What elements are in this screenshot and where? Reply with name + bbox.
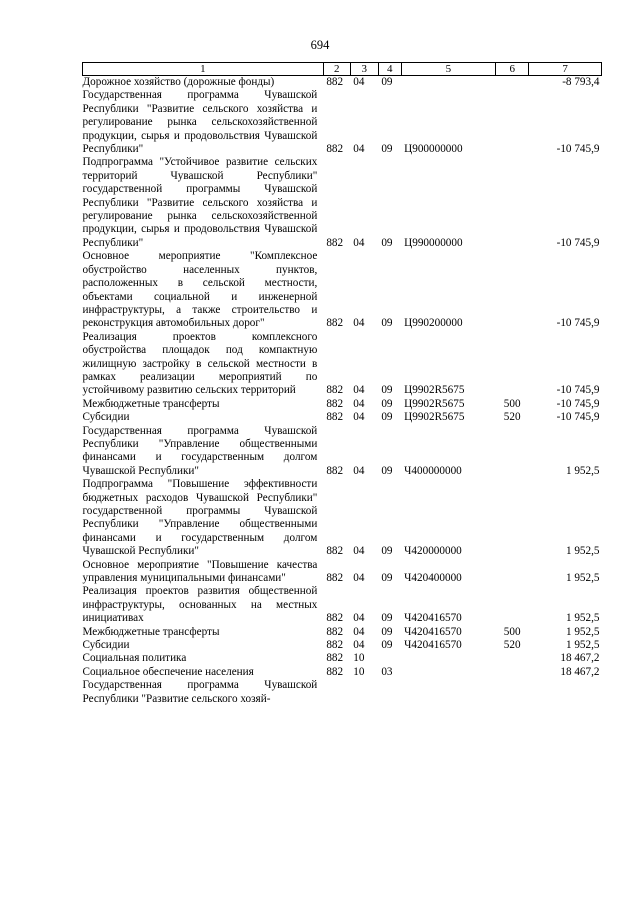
header-col-3: 3 <box>350 63 378 76</box>
cell-name: Реализация проектов комплексного обустройства площадок под компактную жилищную застройку в сельской местности в рамках реализации мероприятий по устойчивому развитию сельских территорий <box>82 330 318 397</box>
cell-pr: 09 <box>381 411 393 424</box>
cell-sum: -8 793,4 <box>562 76 600 88</box>
table-row <box>83 398 602 411</box>
table-row <box>83 559 602 586</box>
cell-name: Основное мероприятие "Комплексное обустройство населенных пунктов, расположенных в сельской местности, объектами социальной и инженерной инфраструктуры, а также строительство и реконструкция автомобильных дорог" <box>82 250 318 330</box>
cell-rz: 04 <box>353 612 365 625</box>
table-row <box>83 585 602 625</box>
table-row <box>83 156 602 250</box>
cell-gr: 882 <box>326 639 344 652</box>
cell-pr <box>378 679 401 706</box>
cell-vr <box>496 76 529 90</box>
cell-sum: 1 952,5 <box>565 464 600 477</box>
budget-table <box>82 62 602 706</box>
cell-vr <box>496 250 529 330</box>
cell-pr: 09 <box>381 464 393 477</box>
cell-vr <box>496 331 529 398</box>
table-row <box>83 250 602 330</box>
table-row <box>83 679 602 706</box>
cell-sum <box>529 679 602 706</box>
cell-gr: 882 <box>326 625 344 638</box>
cell-vr <box>496 679 529 706</box>
header-col-2: 2 <box>323 63 350 76</box>
cell-gr <box>323 679 350 706</box>
header-col-7: 7 <box>529 63 602 76</box>
table-row <box>83 76 602 90</box>
cell-csr <box>401 666 495 679</box>
cell-rz: 04 <box>353 411 365 424</box>
cell-sum: -10 745,9 <box>556 236 600 249</box>
cell-sum: -10 745,9 <box>556 317 600 330</box>
cell-vr <box>496 425 529 479</box>
cell-pr: 09 <box>381 397 393 410</box>
table-row <box>83 89 602 156</box>
cell-gr: 882 <box>326 652 344 665</box>
cell-sum: 1 952,5 <box>565 572 600 585</box>
cell-sum: -10 745,9 <box>556 143 600 156</box>
cell-vr <box>496 156 529 250</box>
table-row <box>83 626 602 639</box>
cell-gr: 882 <box>326 464 344 477</box>
cell-vr <box>496 89 529 156</box>
cell-sum: -10 745,9 <box>556 384 600 397</box>
table-row <box>83 652 602 665</box>
header-col-1: 1 <box>83 63 324 76</box>
cell-sum: 18 467,2 <box>560 652 600 665</box>
cell-name: Государственная программа Чувашской Республики "Управление общественными финансами и государственным долгом Чувашской Республики" <box>82 424 318 477</box>
cell-rz: 10 <box>353 652 365 665</box>
cell-gr: 882 <box>326 236 344 249</box>
cell-rz <box>350 679 378 706</box>
cell-csr: Ч420400000 <box>404 572 462 585</box>
cell-pr: 09 <box>381 384 393 397</box>
header-col-4: 4 <box>378 63 401 76</box>
cell-sum: -10 745,9 <box>556 411 600 424</box>
cell-name: Социальное обеспечение населения <box>82 665 254 678</box>
cell-vr: 520 <box>503 639 521 652</box>
header-col-5: 5 <box>401 63 495 76</box>
cell-name: Межбюджетные трансферты <box>82 397 220 410</box>
cell-pr: 09 <box>381 317 393 330</box>
table-row <box>83 666 602 679</box>
cell-rz: 04 <box>353 464 365 477</box>
cell-pr: 03 <box>381 665 393 678</box>
cell-name: Дорожное хозяйство (дорожные фонды) <box>82 76 275 88</box>
cell-csr: Ч420416570 <box>404 639 462 652</box>
cell-vr: 500 <box>503 397 521 410</box>
cell-csr: Ц990200000 <box>404 317 463 330</box>
cell-gr: 882 <box>326 665 344 678</box>
cell-name: Субсидии <box>82 639 130 652</box>
cell-csr <box>401 679 495 706</box>
cell-sum: 1 952,5 <box>565 639 600 652</box>
cell-pr: 09 <box>381 572 393 585</box>
cell-csr <box>401 76 495 90</box>
cell-vr: 520 <box>503 411 521 424</box>
table-row <box>83 331 602 398</box>
cell-pr: 09 <box>381 639 393 652</box>
cell-gr: 882 <box>326 612 344 625</box>
cell-csr: Ц900000000 <box>404 143 463 156</box>
cell-rz: 04 <box>353 625 365 638</box>
cell-pr: 09 <box>381 612 393 625</box>
cell-name: Основное мероприятие "Повышение качества управления муниципальными финансами" <box>82 558 318 585</box>
cell-sum: 1 952,5 <box>565 612 600 625</box>
cell-rz: 04 <box>353 76 365 88</box>
table-row <box>83 478 602 558</box>
cell-rz: 10 <box>353 665 365 678</box>
cell-csr: Ч420416570 <box>404 612 462 625</box>
cell-vr <box>496 585 529 625</box>
cell-pr: 09 <box>381 545 393 558</box>
cell-gr: 882 <box>326 545 344 558</box>
cell-sum: 18 467,2 <box>560 665 600 678</box>
cell-rz: 04 <box>353 572 365 585</box>
cell-name: Подпрограмма "Устойчивое развитие сельских территорий Чувашской Республики" государственной программы Чувашской Республики "Развитие сельского хозяйства и регулирование рынка сельскохозяйственной продукции, сырья и продовольствия Чувашской Республики" <box>82 156 318 249</box>
cell-rz: 04 <box>353 143 365 156</box>
cell-pr: 09 <box>381 236 393 249</box>
cell-csr: Ц9902R5675 <box>404 411 465 424</box>
cell-gr: 882 <box>326 143 344 156</box>
cell-name: Государственная программа Чувашской Республики "Развитие сельского хозяйства и регулирование рынка сельскохозяйственной продукции, сырья и продовольствия Чувашской Республики" <box>82 89 318 156</box>
cell-vr <box>496 666 529 679</box>
cell-name: Подпрограмма "Повышение эффективности бюджетных расходов Чувашской Республики" государственной программы Чувашской Республики "Управление общественными финансами и государственным долгом Чувашской Республики" <box>82 478 318 558</box>
cell-csr: Ц9902R5675 <box>404 397 465 410</box>
cell-gr: 882 <box>326 317 344 330</box>
header-col-6: 6 <box>496 63 529 76</box>
cell-rz: 04 <box>353 545 365 558</box>
cell-csr: Ц9902R5675 <box>404 384 465 397</box>
cell-name: Реализация проектов развития общественной инфраструктуры, основанных на местных инициативах <box>82 585 318 625</box>
cell-vr <box>496 478 529 558</box>
cell-csr: Ч420416570 <box>404 625 462 638</box>
cell-csr: Ч400000000 <box>404 464 462 477</box>
cell-rz: 04 <box>353 639 365 652</box>
cell-vr <box>496 652 529 665</box>
table-header <box>83 63 602 76</box>
cell-gr: 882 <box>326 572 344 585</box>
cell-gr: 882 <box>326 397 344 410</box>
cell-rz: 04 <box>353 384 365 397</box>
header-row <box>83 63 602 76</box>
cell-csr: Ц990000000 <box>404 236 463 249</box>
cell-pr: 09 <box>381 76 393 88</box>
cell-rz: 04 <box>353 317 365 330</box>
table-row <box>83 411 602 424</box>
cell-rz: 04 <box>353 236 365 249</box>
cell-sum: -10 745,9 <box>556 397 600 410</box>
cell-csr <box>401 652 495 665</box>
cell-vr: 500 <box>503 625 521 638</box>
table-body <box>83 76 602 707</box>
cell-pr: 09 <box>381 625 393 638</box>
cell-gr: 882 <box>326 411 344 424</box>
cell-gr: 882 <box>326 76 344 88</box>
cell-name: Субсидии <box>82 411 130 424</box>
cell-rz: 04 <box>353 397 365 410</box>
cell-vr <box>496 559 529 586</box>
cell-name: Межбюджетные трансферты <box>82 625 220 638</box>
table-row <box>83 425 602 479</box>
cell-name: Социальная политика <box>82 652 187 665</box>
page-number: 694 <box>310 38 330 52</box>
cell-sum: 1 952,5 <box>565 625 600 638</box>
cell-csr: Ч420000000 <box>404 545 462 558</box>
table-row <box>83 639 602 652</box>
cell-pr: 09 <box>381 143 393 156</box>
cell-gr: 882 <box>326 384 344 397</box>
cell-pr <box>378 652 401 665</box>
cell-name: Государственная программа Чувашской Республики "Развитие сельского хозяй- <box>82 679 318 705</box>
cell-sum: 1 952,5 <box>565 545 600 558</box>
